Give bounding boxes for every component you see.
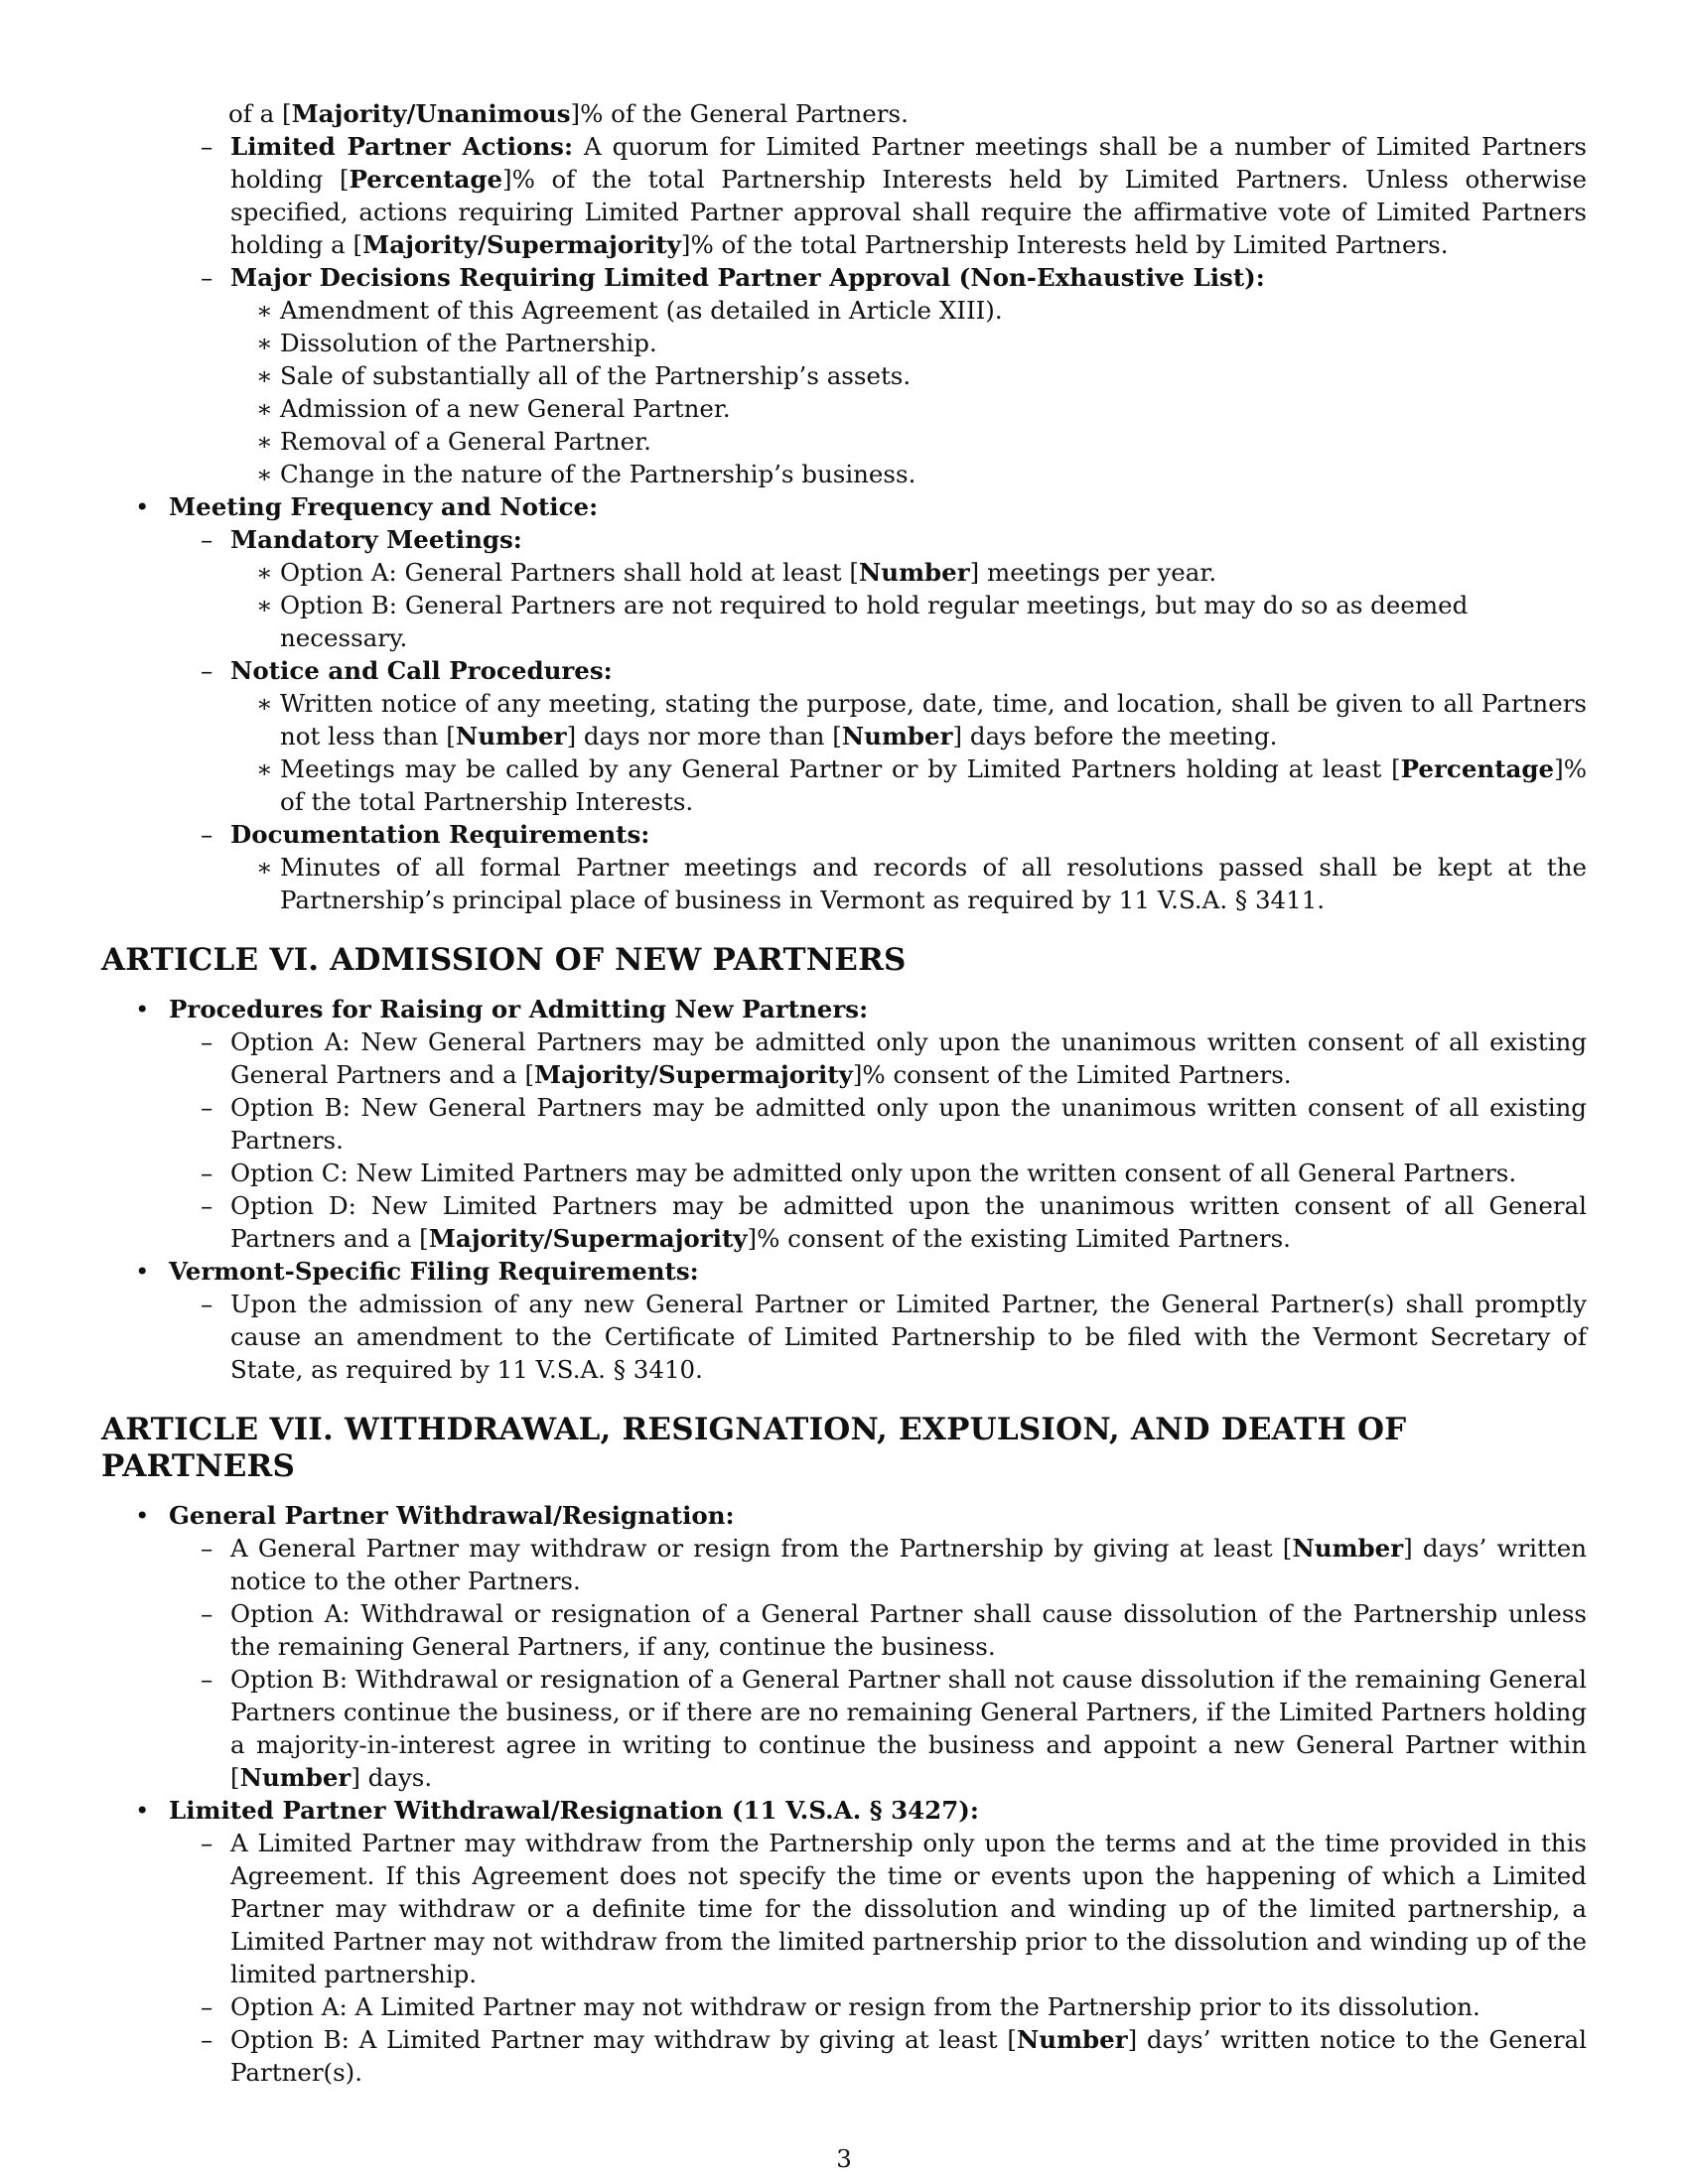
list-item: ∗ Sale of substantially all of the Partnership’s assets. — [230, 359, 1587, 392]
list-item: – Option B: A Limited Partner may withdraw by giving at least [Number] days’ written notice to the General Partner(s). — [169, 2023, 1587, 2089]
list-item: – A Limited Partner may withdraw from the Partnership only upon the terms and at the time provided in this Agreement. If this Agreement does not specify the time or events upon the happening of which a Limited Partner may withdraw or a definite time for the dissolution and winding up of the limited partnership, a Limited Partner may not withdraw from the limited partnership prior to the dissolution and winding up of the limited partnership. — [169, 1827, 1587, 1990]
article-7-list — [101, 1499, 1587, 2089]
mandatory-meetings-item: – Mandatory Meetings: ∗ Option A: General Partners shall hold at least [Number] meetings per year. ∗ Option B: General Partners are not required to hold regular meetings, but may do so as deemed necessary. — [169, 523, 1587, 654]
list-item: ∗ Option A: General Partners shall hold at least [Number] meetings per year. — [230, 556, 1587, 589]
list-item: – Option D: New Limited Partners may be admitted upon the unanimous written consent of all General Partners and a [Majority/Supermajority]% consent of the existing Limited Partners. — [169, 1189, 1587, 1255]
documentation-item: – Documentation Requirements: ∗ Minutes of all formal Partner meetings and records of all resolutions passed shall be kept at the Partnership’s principal place of business in Vermont as required by 11 V.S.A. § 3411. — [169, 818, 1587, 916]
list-item: – Option B: New General Partners may be admitted only upon the unanimous written consent of all existing Partners. — [169, 1091, 1587, 1157]
list-item: – Option A: New General Partners may be admitted only upon the unanimous written consent of all existing General Partners and a [Majority/Supermajority]% consent of the Limited Partners. — [169, 1025, 1587, 1091]
list-item: ∗ Written notice of any meeting, stating the purpose, date, time, and location, shall be given to all Partners not less than [Number] days nor more than [Number] days before the meeting. — [230, 687, 1587, 752]
list-item — [101, 130, 1587, 490]
list-item: ∗ Change in the nature of the Partnership’s business. — [230, 458, 1587, 490]
list-item: ∗ Meetings may be called by any General Partner or by Limited Partners holding at least [Percentage]% of the total Partnership Interests. — [230, 752, 1587, 818]
document-page — [101, 97, 1587, 2089]
list-item: – Option B: Withdrawal or resignation of a General Partner shall not cause dissolution if the remaining General Partners continue the business, or if there are no remaining General Partners, if the Limited Partners holding a majority-in-interest agree in writing to continue the business and appoint a new General Partner within [Number] days. — [169, 1663, 1587, 1794]
article-6-list — [101, 993, 1587, 1386]
list-item: ∗ Minutes of all formal Partner meetings and records of all resolutions passed shall be kept at the Partnership’s principal place of business in Vermont as required by 11 V.S.A. § 3411. — [230, 851, 1587, 916]
page-number: 3 — [836, 2144, 852, 2173]
list-item: – Option A: A Limited Partner may not withdraw or resign from the Partnership prior to its dissolution. — [169, 1990, 1587, 2023]
list-item: ∗ Amendment of this Agreement (as detailed in Article XIII). — [230, 294, 1587, 327]
article-6-heading: ARTICLE VI. ADMISSION OF NEW PARTNERS — [101, 942, 907, 978]
lp-actions-item: – Limited Partner Actions: A quorum for Limited Partner meetings shall be a number of Limited Partners holding [Percentage]% of the total Partnership Interests held by Limited Partners. Unless otherwise specified, actions requiring Limited Partner approval shall require the affirmative vote of Limited Partners holding a [Majority/Supermajority]% of the total Partnership Interests held by Limited Partners. — [169, 130, 1587, 261]
list-item: ∗ Admission of a new General Partner. — [230, 392, 1587, 425]
list-item: – Option C: New Limited Partners may be admitted only upon the written consent of all General Partners. — [169, 1157, 1587, 1189]
list-item: – Upon the admission of any new General Partner or Limited Partner, the General Partner(s) shall promptly cause an amendment to the Certificate of Limited Partnership to be filed with the Vermont Secretary of State, as required by 11 V.S.A. § 3410. — [169, 1288, 1587, 1386]
article-7-heading: ARTICLE VII. WITHDRAWAL, RESIGNATION, EXPULSION, AND DEATH OF PARTNERS — [101, 1412, 1407, 1484]
filing-item: • Vermont-Specific Filing Requirements: – Upon the admission of any new General Partner or Limited Partner, the General Partner(s) shall promptly cause an amendment to the Certificate of Limited Partnership to be filed with the Vermont Secretary of State, as required by 11 V.S.A. § 3410. — [101, 1255, 1587, 1386]
list-item: ∗ Removal of a General Partner. — [230, 425, 1587, 458]
list-item: – Option A: Withdrawal or resignation of a General Partner shall cause dissolution of the Partnership unless the remaining General Partners, if any, continue the business. — [169, 1597, 1587, 1663]
list-item: ∗ Dissolution of the Partnership. — [230, 327, 1587, 359]
list-item: – A General Partner may withdraw or resign from the Partnership by giving at least [Number] days’ written notice to the other Partners. — [169, 1532, 1587, 1597]
major-decisions-item: – Major Decisions Requiring Limited Partner Approval (Non-Exhaustive List): ∗ Amendment of this Agreement (as detailed in Article XIII). ∗ Dissolution of the Partnership. ∗ Sale of substantially all of the Partnership’s assets. ∗ Admission of a new General Partner. ∗ Removal of a General Partner. ∗ Change in the nature of the Partnership’s business. — [169, 261, 1587, 490]
voting-continuation — [101, 130, 1587, 490]
gp-withdrawal-item: • General Partner Withdrawal/Resignation: – A General Partner may withdraw or resign from the Partnership by giving at least [Number] days’ written notice to the other Partners. – Option A: Withdrawal or resignation of a General Partner shall cause dissolution of the Partnership unless the remaining General Partners, if any, continue the business. – Option B: Withdrawal or resignation of a General Partner shall not cause dissolution if the remaining General Partners continue the business, or if there are no remaining General Partners, if the Limited Partners holding a majority-in-interest agree in writing to continue the business and appoint a new General Partner within [Number] days. — [101, 1499, 1587, 1794]
continued-text: of a [Majority/Unanimous]% of the General Partners. — [228, 99, 909, 128]
list-item: ∗ Option B: General Partners are not required to hold regular meetings, but may do so as deemed necessary. — [230, 589, 1587, 654]
notice-procedures-item: – Notice and Call Procedures: ∗ Written notice of any meeting, stating the purpose, date, time, and location, shall be given to all Partners not less than [Number] days nor more than [Number] days before the meeting. ∗ Meetings may be called by any General Partner or by Limited Partners holding at least [Percentage]% of the total Partnership Interests. — [169, 654, 1587, 818]
procedures-item: • Procedures for Raising or Admitting New Partners: – Option A: New General Partners may be admitted only upon the unanimous written consent of all existing General Partners and a [Majority/Supermajority]% consent of the Limited Partners. – Option B: New General Partners may be admitted only upon the unanimous written consent of all existing Partners. – Option C: New Limited Partners may be admitted only upon the written consent of all General Partners. – Option D: New Limited Partners may be admitted upon the unanimous written consent of all General Partners and a [Majority/Supermajority]% consent of the existing Limited Partners. — [101, 993, 1587, 1255]
meeting-section — [101, 490, 1587, 916]
meeting-frequency-item: • Meeting Frequency and Notice: – Mandatory Meetings: ∗ Option A: General Partners shall hold at least [Number] meetings per year. ∗ Option B: General Partners are not required to hold regular meetings, but may do so as deemed necessary. – Notice and Call Procedures: ∗ Written notice of any meeting, stating the purpose, date, time, and location, shall be given to all Partners not less than [Number] days nor more than [Number] days before the meeting. ∗ Meetings may be called by any General Partner or by Limited Partners holding at least [Percentage]% of the total Partnership Interests. – Documentation Requirements: ∗ Minutes of all formal Partner meetings and records of all resolutions passed shall be kept at the Partnership’s principal place of business in Vermont as required by 11 V.S.A. § 3411. — [101, 490, 1587, 916]
lp-withdrawal-item: • Limited Partner Withdrawal/Resignation (11 V.S.A. § 3427): – A Limited Partner may withdraw from the Partnership only upon the terms and at the time provided in this Agreement. If this Agreement does not specify the time or events upon the happening of which a Limited Partner may withdraw or a definite time for the dissolution and winding up of the limited partnership, a Limited Partner may not withdraw from the limited partnership prior to the dissolution and winding up of the limited partnership. – Option A: A Limited Partner may not withdraw or resign from the Partnership prior to its dissolution. – Option B: A Limited Partner may withdraw by giving at least [Number] days’ written notice to the General Partner(s). — [101, 1794, 1587, 2089]
